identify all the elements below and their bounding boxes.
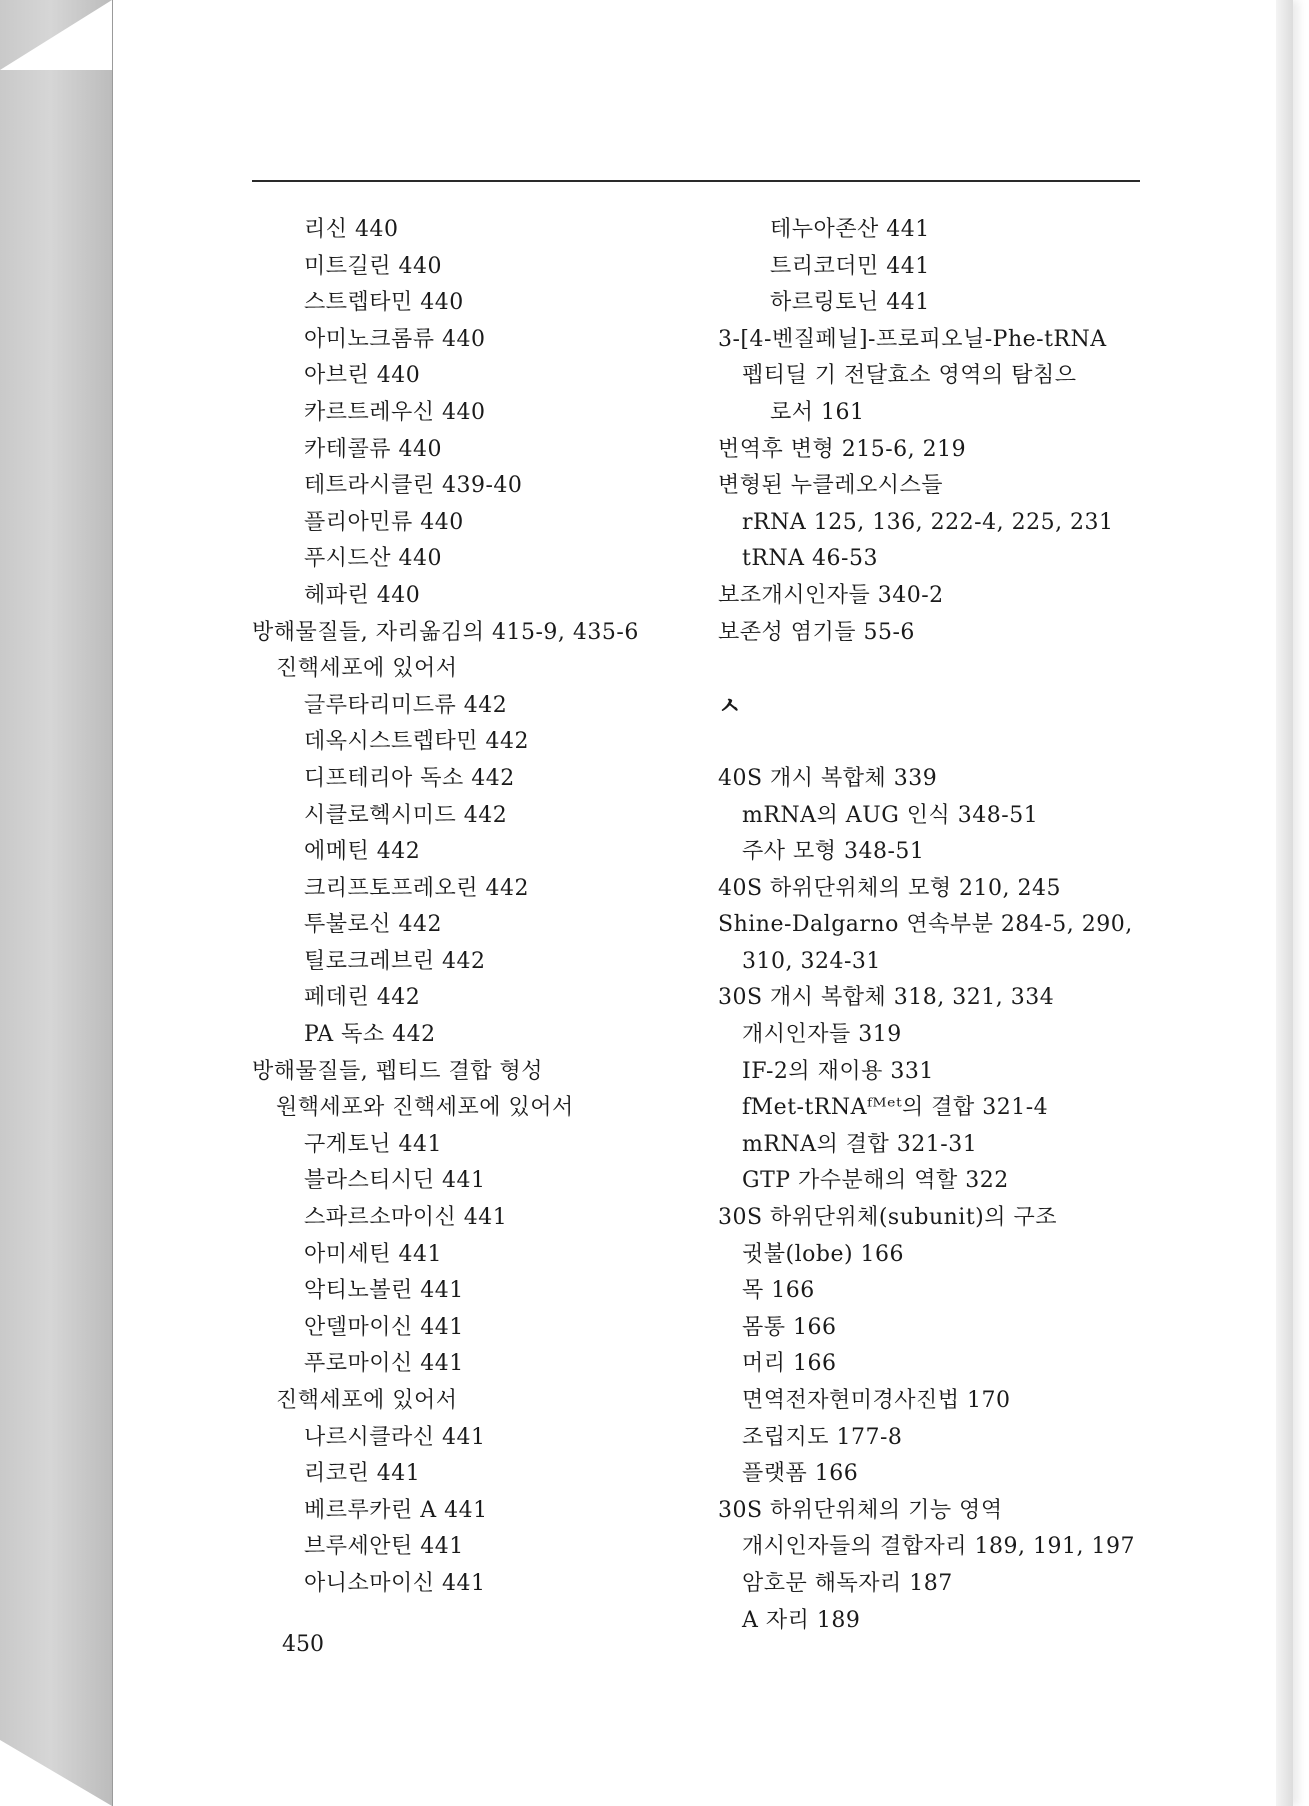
index-entry: rRNA 125, 136, 222-4, 225, 231 (742, 509, 1114, 535)
index-entry: 투불로신 442 (304, 912, 442, 938)
index-entry: IF-2의 재이용 331 (742, 1058, 934, 1084)
index-entry: 보존성 염기들 55-6 (718, 619, 915, 645)
section-gap (718, 724, 1148, 761)
index-entry: 안델마이신 441 (304, 1314, 464, 1340)
index-entry: 진핵세포에 있어서 (276, 1388, 458, 1413)
index-entry: 푸시드산 440 (304, 546, 442, 572)
header-rule (252, 180, 1140, 182)
index-entry: 구게토닌 441 (304, 1131, 442, 1157)
index-entry: 펩티딜 기 전달효소 영역의 탐침으 (742, 363, 1077, 389)
index-entry: GTP 가수분해의 역할 322 (742, 1168, 1009, 1194)
page-edge-shadow (1276, 0, 1293, 1806)
index-entry: 310, 324-31 (742, 948, 881, 974)
index-entry: 글루타리미드류 442 (304, 692, 508, 718)
index-entry: 아미노크롬류 440 (304, 326, 486, 352)
index-entry: 목 166 (742, 1278, 815, 1304)
index-entry: 크리프토프레오린 442 (304, 875, 530, 901)
index-entry: 블라스티시딘 441 (304, 1168, 486, 1194)
index-entry: 시클로헥시미드 442 (304, 802, 508, 828)
index-entry: 하르링토닌 441 (770, 290, 930, 316)
index-entry: Shine-Dalgarno 연속부분 284-5, 290, (718, 912, 1133, 938)
index-entry: 귓불(lobe) 166 (742, 1241, 905, 1267)
index-entry: 로서 161 (770, 399, 865, 425)
index-entry: 페데린 442 (304, 985, 421, 1011)
index-entry: 암호문 해독자리 187 (742, 1570, 953, 1596)
index-entry: 베르루카린 A 441 (304, 1497, 488, 1523)
index-column-left (252, 212, 692, 1603)
index-entry: 주사 모형 348-51 (742, 839, 925, 865)
index-entry: 테트라시클린 439-40 (304, 473, 523, 499)
index-entry: 스파르소마이신 441 (304, 1205, 508, 1231)
index-entry: 아미세틴 441 (304, 1241, 442, 1267)
index-entry: 플랫폼 166 (742, 1461, 859, 1487)
index-entry: mRNA의 결합 321-31 (742, 1131, 978, 1157)
index-entry: 푸로마이신 441 (304, 1351, 464, 1377)
index-entry: 미트길린 440 (304, 253, 442, 279)
index-entry: 에메틴 442 (304, 839, 421, 865)
index-entry: 방해물질들, 자리옮김의 415-9, 435-6 (252, 619, 639, 645)
index-entry: 아니소마이신 441 (304, 1570, 486, 1596)
index-entry: 번역후 변형 215-6, 219 (718, 436, 967, 462)
index-entry: 조립지도 177-8 (742, 1424, 903, 1450)
index-entry: 변형된 누클레오시스들 (718, 473, 944, 499)
index-entry: 아브린 440 (304, 363, 421, 389)
index-entry: mRNA의 AUG 인식 348-51 (742, 802, 1039, 828)
index-entry: 트리코더민 441 (770, 253, 930, 279)
index-entry: 리신 440 (304, 217, 399, 242)
index-entry: 40S 개시 복합체 339 (718, 765, 938, 791)
index-entry: fMet-tRNAᶠᴹᵉᵗ의 결합 321-4 (742, 1095, 1049, 1121)
index-entry: 30S 하위단위체(subunit)의 구조 (718, 1205, 1057, 1231)
index-entry: 스트렙타민 440 (304, 290, 464, 316)
index-entry: 테누아존산 441 (770, 217, 930, 242)
index-entry: 30S 하위단위체의 기능 영역 (718, 1497, 1003, 1523)
section-gap (718, 651, 1148, 688)
index-entry: 카르트레우신 440 (304, 399, 486, 425)
index-entry: 몸통 166 (742, 1314, 837, 1340)
index-entry: 40S 하위단위체의 모형 210, 245 (718, 875, 1062, 901)
index-entry: PA 독소 442 (304, 1022, 436, 1048)
section-letter-heading: ㅅ (718, 690, 742, 720)
index-entry: 개시인자들의 결합자리 189, 191, 197 (742, 1534, 1135, 1560)
index-entry: 면역전자현미경사진법 170 (742, 1388, 1011, 1413)
index-entry: 헤파린 440 (304, 582, 421, 608)
page-number: 450 (282, 1632, 324, 1657)
index-entry: 개시인자들 319 (742, 1022, 902, 1048)
index-entry: 디프테리아 독소 442 (304, 765, 515, 791)
index-column-right (718, 212, 1148, 1639)
index-entry: 30S 개시 복합체 318, 321, 334 (718, 985, 1055, 1011)
index-entry: 틸로크레브린 442 (304, 948, 486, 974)
index-entry: 악티노볼린 441 (304, 1278, 464, 1304)
index-entry: 3-[4-벤질페닐]-프로피오닐-Phe-tRNA (718, 326, 1107, 352)
index-entry: 나르시클라신 441 (304, 1424, 486, 1450)
index-entry: 진핵세포에 있어서 (276, 656, 458, 682)
index-entry: 브루세안틴 441 (304, 1534, 464, 1560)
index-entry: 원핵세포와 진핵세포에 있어서 (276, 1095, 574, 1121)
index-entry: 리코린 441 (304, 1461, 421, 1487)
index-entry: 방해물질들, 펩티드 결합 형성 (252, 1058, 543, 1084)
index-entry: 보조개시인자들 340-2 (718, 582, 944, 608)
index-entry: A 자리 189 (742, 1607, 861, 1633)
index-entry: 데옥시스트렙타민 442 (304, 729, 530, 755)
book-spine (0, 0, 112, 1806)
index-entry: 플리아민류 440 (304, 509, 464, 535)
index-entry: 머리 166 (742, 1351, 837, 1377)
index-entry: tRNA 46-53 (742, 546, 878, 572)
index-entry: 카테콜류 440 (304, 436, 442, 462)
